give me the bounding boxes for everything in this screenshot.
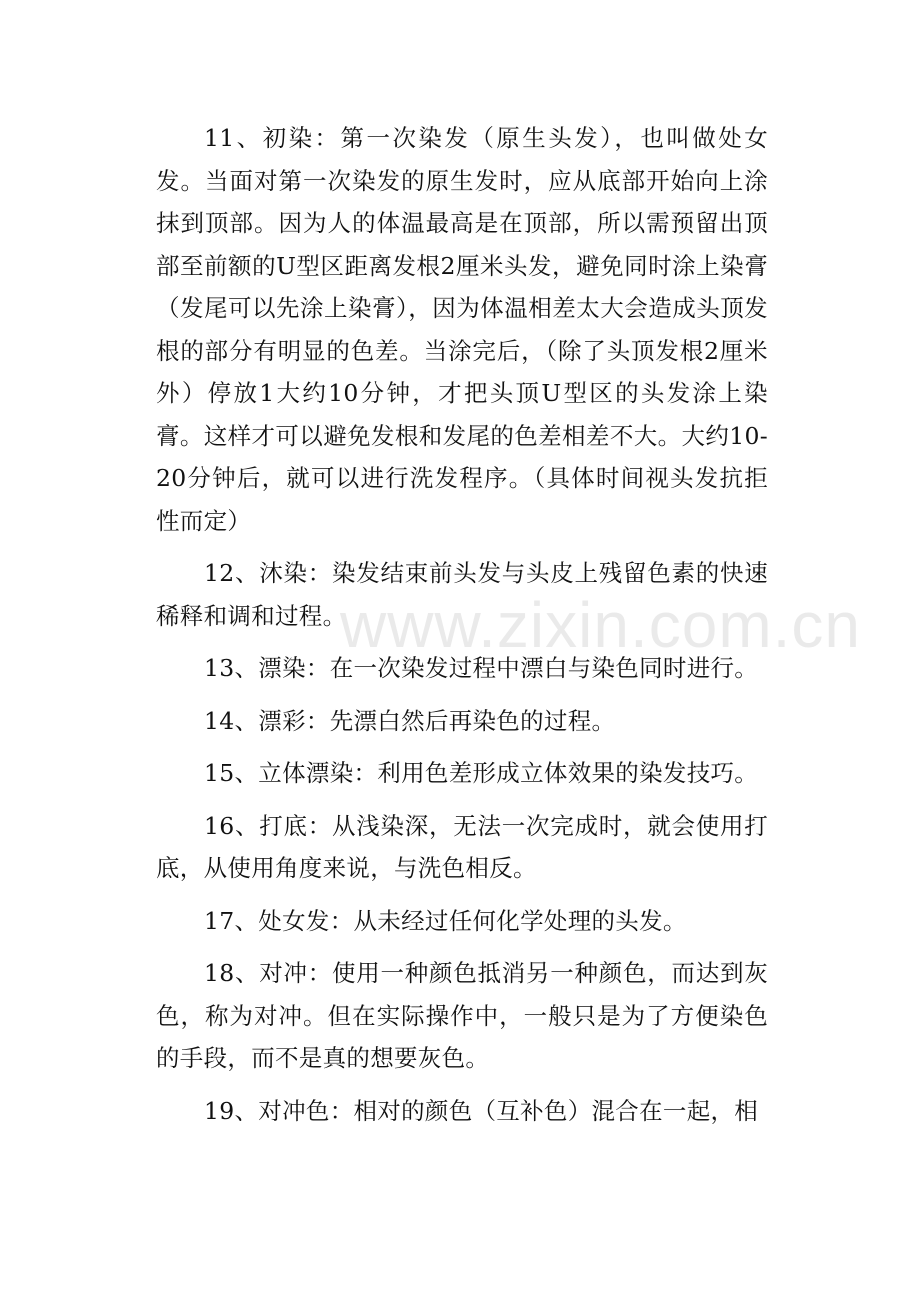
watermark: www.zixin.com.cn [340,589,861,661]
paragraph-16-base-coat: 16、打底：从浅染深，无法一次完成时，就会使用打底，从使用角度来说，与洗色相反。 [156,811,768,882]
paragraph-13-bleach-dye: 13、漂染：在一次染发过程中漂白与染色同时进行。 [204,654,759,682]
paragraph-12-rinse-dye: 12、沐染：染发结束前头发与头皮上残留色素的快速稀释和调和过程。 [156,559,768,630]
paragraph-15-3d-bleach-dye: 15、立体漂染：利用色差形成立体效果的染发技巧。 [204,759,759,787]
paragraph-17-virgin-hair: 17、处女发：从未经过任何化学处理的头发。 [204,906,687,935]
paragraph-14-bleach-color: 14、漂彩：先漂白然后再染色的过程。 [204,706,616,735]
paragraph-11-initial-dye: 11、初染：第一次染发（原生头发），也叫做处女发。当面对第一次染发的原生发时，应从底部开始向上涂抹到顶部。因为人的体温最高是在顶部，所以需预留出顶部至前额的U型区距离发根2厘米头发，避免同时涂上染膏（发尾可以先涂上染膏），因为体温相差太大会造成头顶发根的部分有明显的色差。当涂完后，（除了头顶发根2厘米外）停放1大约10分钟，才把头顶U型区的头发涂上染膏。这样才可以避免发根和发尾的色差相差不大。大约10-20分钟后，就可以进行洗发程序。（具体时间视头发抗拒性而定） [156,124,768,535]
document-body [156,117,768,1142]
paragraph-18-neutralize: 18、对冲：使用一种颜色抵消另一种颜色，而达到灰色，称为对冲。但在实际操作中，一般只是为了方便染色的手段，而不是真的想要灰色。 [156,959,768,1072]
paragraph-19-complementary: 19、对冲色：相对的颜色（互补色）混合在一起，相 [204,1096,759,1125]
